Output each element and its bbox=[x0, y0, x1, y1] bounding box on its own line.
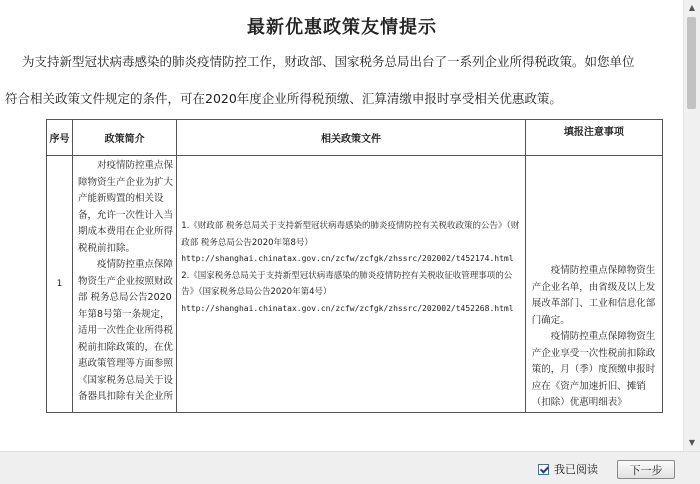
header-docs: 相关政策文件 bbox=[177, 120, 526, 156]
next-step-button[interactable]: 下一步 bbox=[617, 460, 675, 479]
header-tips: 填报注意事项 bbox=[525, 120, 662, 156]
scrollbar-thumb[interactable] bbox=[687, 17, 696, 109]
filing-tips-paragraph: 疫情防控重点保障物资生产企业名单，由省级及以上发展改革部门、工业和信息化部门确定。 bbox=[531, 265, 656, 326]
dialog-title: 最新优惠政策友情提示 bbox=[247, 17, 437, 38]
policy-table bbox=[46, 119, 663, 413]
filing-tips-cell bbox=[525, 156, 662, 413]
policy-brief-cell bbox=[73, 156, 177, 413]
policy-doc-link[interactable]: http://shanghai.chinatax.gov.cn/zcfw/zcfgk/zhssrc/202002/t452174.html bbox=[181, 254, 514, 263]
filing-tips-paragraph: 疫情防控重点保障物资生产企业享受一次性税前扣除政策的，月（季）度预缴申报时应在《资产加速折旧、摊销（扣除）优惠明细表》 bbox=[531, 331, 656, 408]
row-number: 1 bbox=[47, 156, 73, 413]
agree-checkbox[interactable] bbox=[538, 464, 549, 475]
agree-label-text: 我已阅读 bbox=[554, 463, 598, 476]
scroll-up-arrow-icon[interactable]: ▲ bbox=[688, 3, 696, 12]
header-no: 序号 bbox=[47, 120, 73, 156]
policy-brief-paragraph: 疫情防控重点保障物资生产企业按照财政部 税务总局公告2020年第8号第一条规定，适用一次性企业所得税税前扣除政策的，在优惠政策管理等方面参照《国家税务总局关于设备器具扣除有关企业所 bbox=[78, 259, 174, 402]
policy-doc-title: 1.《财政部 税务总局关于支持新型冠状病毒感染的肺炎疫情防控有关税收政策的公告》（财政部 税务总局公告2020年第8号） bbox=[181, 221, 520, 248]
policy-doc-link[interactable]: http://shanghai.chinatax.gov.cn/zcfw/zcfgk/zhssrc/202002/t452268.html bbox=[181, 303, 514, 313]
policy-brief-paragraph: 对疫情防控重点保障物资生产企业为扩大产能新购置的相关设备，允许一次性计入当期成本费用在企业所得税税前扣除。 bbox=[78, 160, 174, 254]
header-brief: 政策简介 bbox=[73, 120, 177, 156]
intro-text-line-2: 符合相关政策文件规定的条件，可在2020年度企业所得税预缴、汇算清缴申报时享受相关优惠政策。 bbox=[5, 91, 562, 106]
scroll-down-arrow-icon[interactable]: ▼ bbox=[688, 438, 696, 447]
vertical-scrollbar[interactable] bbox=[683, 0, 700, 451]
table-header-row bbox=[47, 120, 663, 156]
policy-doc-title: 2.《国家税务总局关于支持新型冠状病毒感染的肺炎疫情防控有关税收征收管理事项的公告》（国家税务总局公告2020年第4号） bbox=[181, 270, 513, 297]
agree-checkbox-label[interactable] bbox=[538, 461, 598, 477]
intro-text-line-1: 为支持新型冠状病毒感染的肺炎疫情防控工作，财政部、国家税务总局出台了一系列企业所得税政策。如您单位 bbox=[22, 54, 635, 69]
dialog-footer bbox=[0, 451, 700, 484]
table-row bbox=[47, 156, 663, 413]
policy-docs-cell bbox=[177, 156, 526, 413]
